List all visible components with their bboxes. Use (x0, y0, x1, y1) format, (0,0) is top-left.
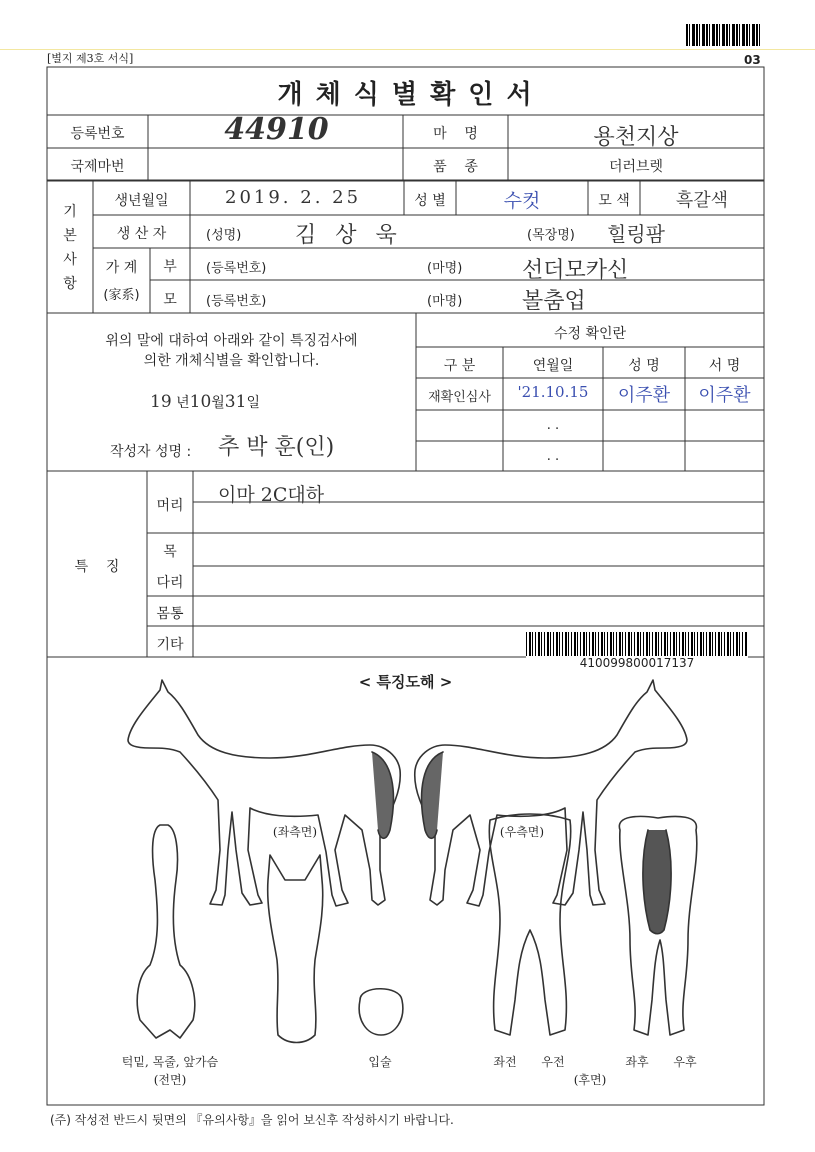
date-year-label: 년 (176, 395, 190, 411)
rear-left-caption: 좌후 (625, 1055, 649, 1069)
horse-right-tail (422, 752, 443, 838)
pedigree-hanja: (家系) (103, 288, 140, 303)
producer-name-hint: (성명) (206, 228, 242, 243)
color-label: 모 색 (598, 193, 630, 209)
other-label: 기타 (156, 637, 184, 653)
statement-line-1: 위의 말에 대하여 아래와 같이 특징검사에 (105, 333, 358, 349)
revision-row-date: . . (546, 418, 560, 433)
basic-label-char: 기 (63, 204, 77, 220)
horse-muzzle-outline (359, 989, 403, 1035)
horse-left-side-outline (128, 680, 400, 906)
body-label: 몸통 (156, 606, 184, 622)
sex-value: 수컷 (503, 190, 541, 212)
rear-right-caption: 우후 (673, 1055, 697, 1069)
color-value: 흑갈색 (675, 190, 729, 211)
head-value: 이마 2C대하 (218, 484, 325, 506)
farm-value: 힐링팜 (607, 222, 665, 246)
birth-label: 생년월일 (114, 193, 169, 209)
basic-label-char: 사 (63, 252, 77, 268)
horse-left-tail (372, 752, 393, 838)
revision-title: 수정 확인란 (553, 326, 627, 342)
revision-header-sign: 서 명 (708, 358, 741, 374)
rear-caption: (후면) (573, 1073, 607, 1087)
reg-no-label: 등록번호 (70, 126, 125, 142)
basic-label-char: 항 (63, 276, 77, 292)
muzzle-caption: 입술 (368, 1055, 392, 1069)
horse-name-label: 마 명 (433, 126, 478, 142)
producer-label: 생 산 자 (116, 226, 167, 242)
revision-row-date: . . (546, 449, 560, 464)
breed-value: 더러브렛 (608, 159, 664, 175)
document-title: 개 체 식 별 확 인 서 (277, 80, 534, 110)
sire-label: 부 (163, 259, 177, 275)
date-year-value: 19 (150, 392, 172, 412)
neck-label: 목 (163, 544, 177, 560)
intl-no-label: 국제마번 (70, 159, 125, 175)
sire-value: 선더모카신 (522, 258, 629, 283)
page-number: 03 (744, 53, 761, 67)
legs-label: 다리 (156, 575, 184, 591)
pedigree-label: 가 계 (105, 260, 138, 276)
dam-value: 볼춤업 (522, 289, 586, 314)
breed-label: 품 종 (433, 159, 478, 175)
dam-name-hint: (마명) (427, 294, 463, 309)
dam-label: 모 (163, 292, 177, 308)
revision-header-type: 구 분 (443, 358, 476, 374)
horse-rear-tail (643, 830, 671, 934)
front-right-caption: 우전 (541, 1055, 565, 1069)
horse-head-front-outline (268, 855, 323, 1043)
birth-value: 2019. 2. 25 (225, 187, 362, 208)
date-day-value: 31 (224, 392, 247, 412)
revision-header-name: 성 명 (628, 358, 660, 374)
reg-no-value: 44910 (224, 112, 329, 147)
statement-line-2: 의한 개체식별을 확인합니다. (143, 353, 320, 369)
sticker-barcode-number: 410099800017137 (526, 656, 748, 670)
revision-row-type: 재확인심사 (428, 390, 491, 405)
sire-reg-hint: (등록번호) (206, 261, 267, 276)
date-month-value: 10 (189, 392, 212, 412)
horse-front-legs-outline (489, 814, 570, 1035)
front-left-caption: 좌전 (493, 1055, 517, 1069)
right-side-label: (우측면) (499, 825, 545, 839)
writer-signature: 추 박 훈(인) (218, 435, 335, 460)
basic-label-char: 본 (63, 228, 77, 244)
sex-label: 성 별 (414, 193, 446, 209)
revision-header-date: 연월일 (532, 358, 574, 374)
horse-name-value: 용천지상 (593, 125, 679, 150)
date-day-label: 일 (246, 395, 260, 411)
left-side-label: (좌측면) (272, 825, 318, 839)
writer-label: 작성자 성명 : (110, 444, 192, 460)
date-month-label: 월 (211, 395, 225, 411)
footnote: (주) 작성전 반드시 뒷면의 『유의사항』을 읽어 보신후 작성하시기 바랍니다. (50, 1113, 454, 1127)
diagram-title: < 특징도해 > (358, 673, 453, 691)
revision-row-date: '21.10.15 (517, 383, 589, 401)
head-label: 머리 (156, 498, 184, 514)
producer-name-value: 김 상 욱 (295, 223, 403, 248)
farm-hint: (목장명) (527, 228, 575, 243)
horse-front-neck-outline (137, 825, 195, 1038)
front-caption-1: 턱밑, 목줄, 앞가슴 (121, 1055, 219, 1069)
dam-reg-hint: (등록번호) (206, 294, 267, 309)
revision-row-sign: 이주환 (698, 385, 751, 406)
sire-name-hint: (마명) (427, 261, 463, 276)
front-caption-2: (전면) (153, 1073, 187, 1087)
form-code: [별지 제3호 서식] (47, 52, 134, 65)
revision-row-name: 이주환 (617, 385, 671, 406)
features-section-label: 특 징 (74, 559, 120, 575)
